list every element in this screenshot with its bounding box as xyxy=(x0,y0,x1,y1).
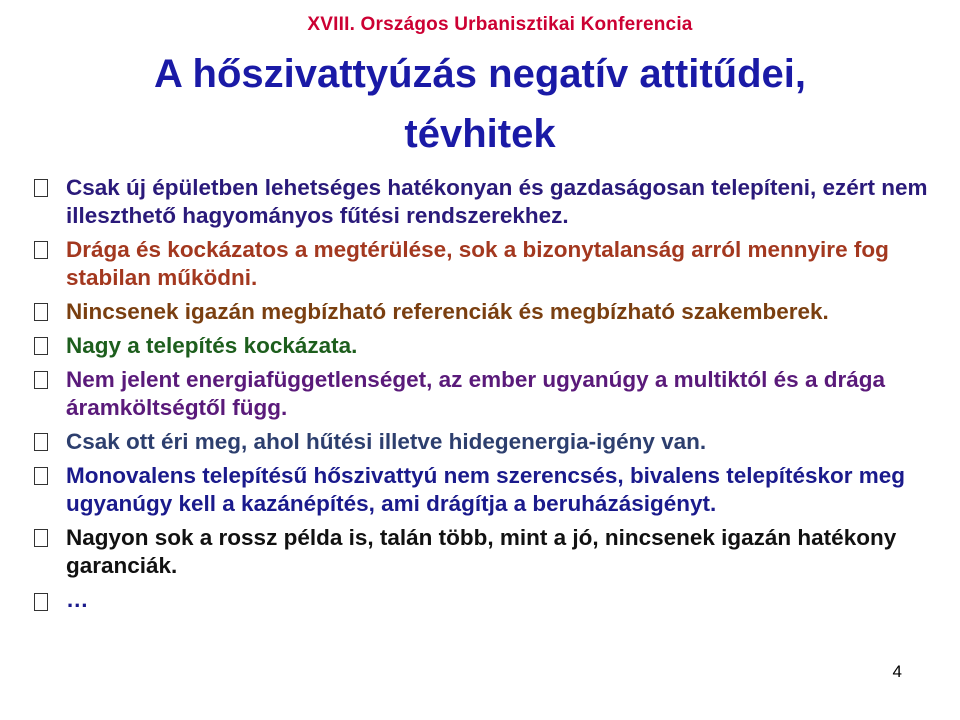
bullet-text: Nem jelent energiafüggetlenséget, az ember ugyanúgy a multiktól és a drága áramköltségtől függ. xyxy=(66,367,885,420)
slide-title-line-1: A hőszivattyúzás negatív attitűdei, xyxy=(154,52,806,96)
slide-title xyxy=(0,44,960,164)
bullet-item xyxy=(28,298,938,326)
bullet-text: Drága és kockázatos a megtérülése, sok a bizonytalanság arról mennyire fog stabilan működni. xyxy=(66,237,889,290)
bullet-text: Nincsenek igazán megbízható referenciák és megbízható szakemberek. xyxy=(66,299,829,324)
bullet-item xyxy=(28,366,938,422)
bullet-item xyxy=(28,586,938,614)
checkbox-bullet-icon xyxy=(34,371,48,389)
checkbox-bullet-icon xyxy=(34,433,48,451)
checkbox-bullet-icon xyxy=(34,241,48,259)
slide-title-line-2: tévhitek xyxy=(404,112,556,156)
bullet-text: … xyxy=(66,587,89,612)
bullet-text: Csak ott éri meg, ahol hűtési illetve hidegenergia-igény van. xyxy=(66,429,707,454)
checkbox-bullet-icon xyxy=(34,467,48,485)
bullet-item xyxy=(28,236,938,292)
bullet-item xyxy=(28,524,938,580)
checkbox-bullet-icon xyxy=(34,303,48,321)
checkbox-bullet-icon xyxy=(34,337,48,355)
bullet-item xyxy=(28,428,938,456)
bullet-item xyxy=(28,462,938,518)
conference-header: XVIII. Országos Urbanisztikai Konferencia xyxy=(307,14,693,35)
bullet-text: Monovalens telepítésű hőszivattyú nem szerencsés, bivalens telepítéskor meg ugyanúgy kell a kazánépítés, ami drágítja a beruházásigényt. xyxy=(66,463,906,516)
bullet-item xyxy=(28,174,938,230)
checkbox-bullet-icon xyxy=(34,179,48,197)
bullet-text: Nagy a telepítés kockázata. xyxy=(66,333,358,358)
bullet-list xyxy=(28,174,938,620)
bullet-text: Csak új épületben lehetséges hatékonyan és gazdaságosan telepíteni, ezért nem illeszthető hagyományos fűtési rendszerekhez. xyxy=(66,175,928,228)
checkbox-bullet-icon xyxy=(34,593,48,611)
bullet-text: Nagyon sok a rossz példa is, talán több, mint a jó, nincsenek igazán hatékony garanciák. xyxy=(66,525,897,578)
page-number: 4 xyxy=(892,662,902,681)
bullet-item xyxy=(28,332,938,360)
checkbox-bullet-icon xyxy=(34,529,48,547)
